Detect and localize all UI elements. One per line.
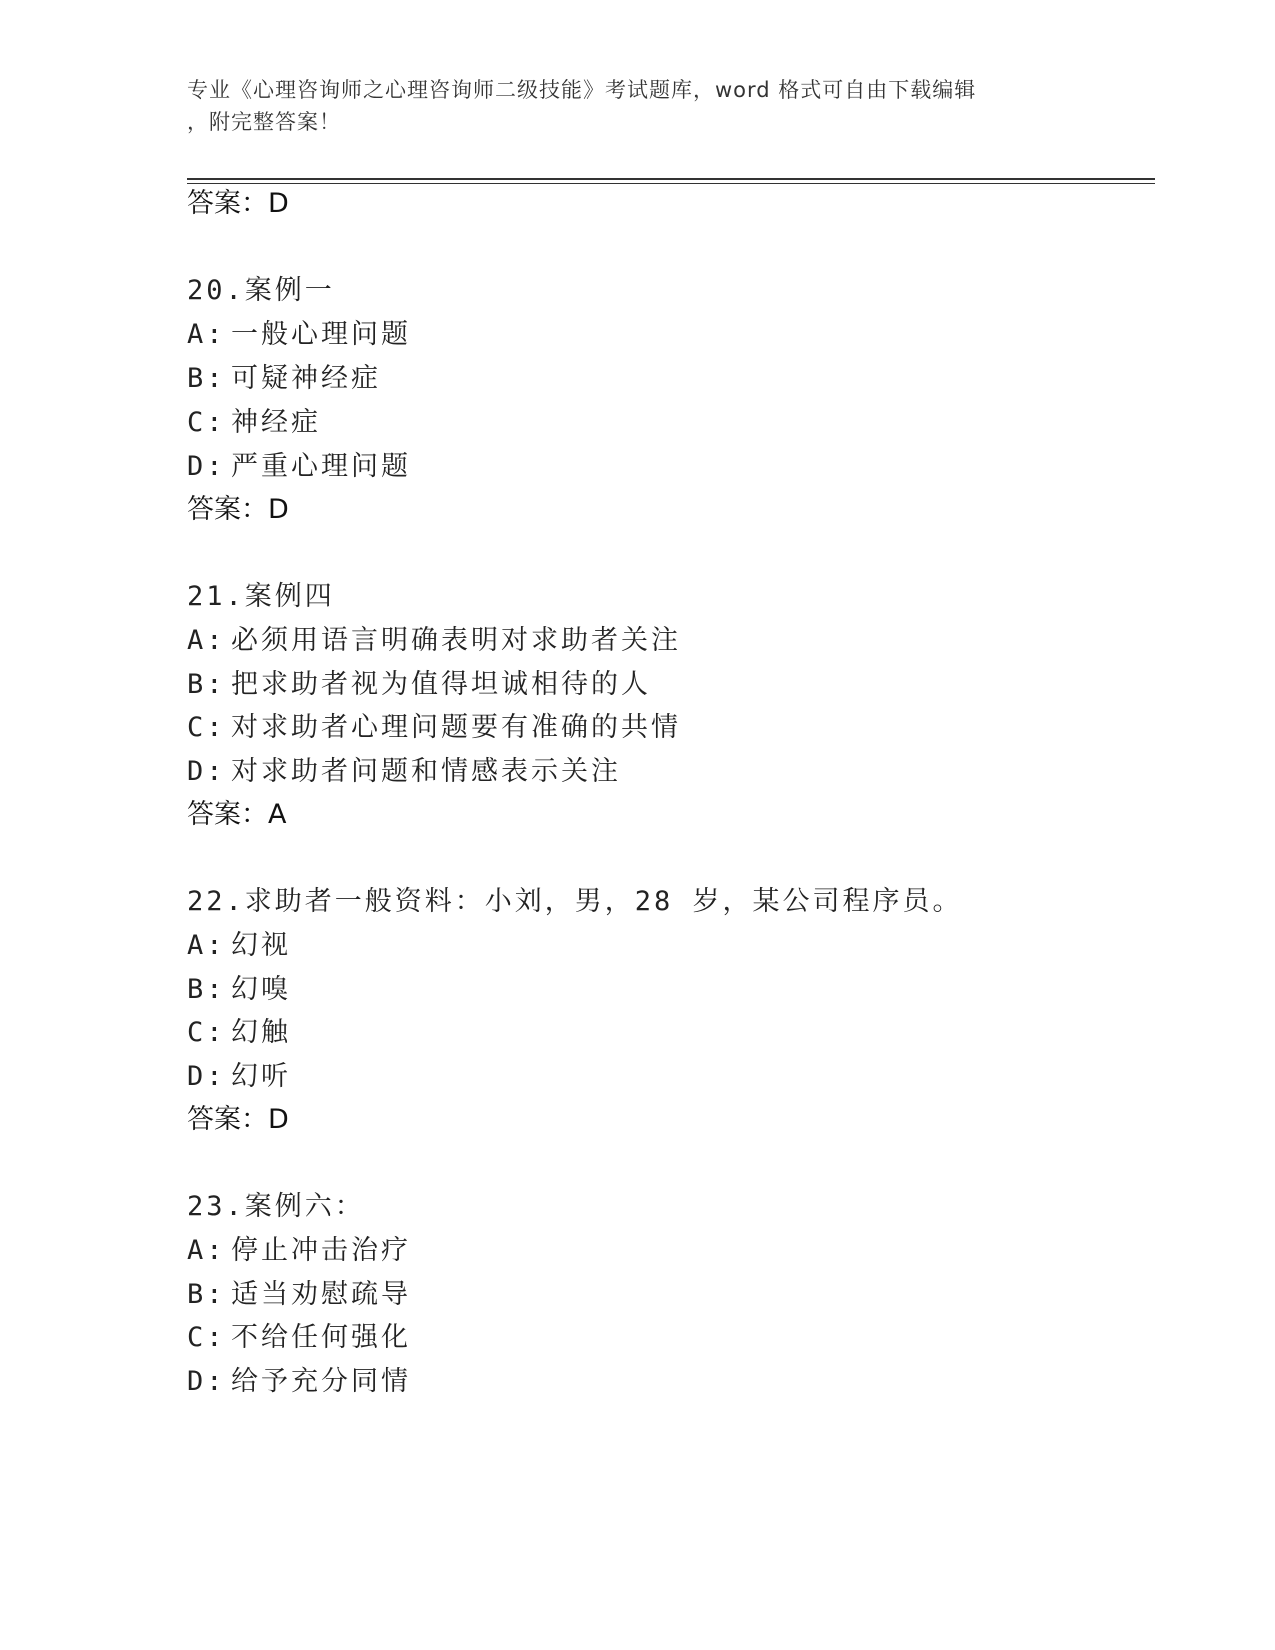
option-text: 幻视: [231, 930, 291, 961]
question-stem: [187, 1189, 365, 1225]
option-d: [187, 1364, 411, 1400]
question-text: 案例四: [244, 581, 335, 612]
option-d: [187, 449, 411, 485]
option-key: D:: [187, 756, 226, 787]
answer-label: 答案：: [187, 799, 268, 830]
option-key: C:: [187, 1017, 226, 1048]
question-text: 案例六：: [244, 1191, 365, 1222]
option-text: 把求助者视为值得坦诚相待的人: [231, 669, 651, 700]
option-b: [187, 972, 291, 1008]
option-text: 必须用语言明确表明对求助者关注: [231, 625, 681, 656]
header-divider-thin: [187, 183, 1155, 184]
option-key: C:: [187, 407, 226, 438]
question-number: 22.: [187, 886, 245, 917]
page-header: [187, 74, 1087, 138]
option-key: D:: [187, 451, 226, 482]
question-number: 21.: [187, 581, 245, 612]
option-key: A:: [187, 930, 226, 961]
answer-value: D: [268, 494, 289, 525]
question-text: 案例一: [244, 275, 335, 306]
option-text: 可疑神经症: [231, 363, 381, 394]
option-a: [187, 1233, 411, 1269]
question-stem: [187, 579, 335, 615]
option-text: 对求助者心理问题要有准确的共情: [231, 712, 681, 743]
option-key: D:: [187, 1061, 226, 1092]
option-text: 严重心理问题: [231, 451, 411, 482]
option-key: B:: [187, 669, 226, 700]
option-b: [187, 361, 381, 397]
answer-line: [187, 492, 289, 528]
option-key: A:: [187, 625, 226, 656]
option-key: C:: [187, 1322, 226, 1353]
option-text: 给予充分同情: [231, 1366, 411, 1397]
option-b: [187, 1277, 411, 1313]
option-a: [187, 623, 681, 659]
answer-label: 答案：: [187, 1104, 268, 1135]
answer-label: 答案：: [187, 188, 268, 219]
answer-line: [187, 797, 286, 833]
answer-value: D: [268, 1104, 289, 1135]
question-stem: [187, 273, 335, 309]
option-key: D:: [187, 1366, 226, 1397]
answer-line: [187, 1102, 289, 1138]
option-c: [187, 710, 681, 746]
option-text: 幻触: [231, 1017, 291, 1048]
option-c: [187, 1320, 411, 1356]
option-text: 一般心理问题: [231, 319, 411, 350]
option-a: [187, 317, 411, 353]
question-number: 23.: [187, 1191, 245, 1222]
option-a: [187, 928, 291, 964]
option-d: [187, 754, 621, 790]
answer-line: [187, 186, 289, 222]
option-key: A:: [187, 1235, 226, 1266]
question-text: 求助者一般资料：小刘，男，28 岁，某公司程序员。: [244, 886, 963, 917]
answer-label: 答案：: [187, 494, 268, 525]
option-key: A:: [187, 319, 226, 350]
header-divider-thick: [187, 178, 1155, 180]
option-text: 神经症: [231, 407, 321, 438]
option-text: 停止冲击治疗: [231, 1235, 411, 1266]
option-text: 幻嗅: [231, 974, 291, 1005]
header-line-2: ，附完整答案！: [187, 110, 341, 134]
answer-value: D: [268, 188, 289, 219]
option-d: [187, 1059, 291, 1095]
option-text: 幻听: [231, 1061, 291, 1092]
option-c: [187, 1015, 291, 1051]
question-stem: [187, 884, 963, 920]
option-key: B:: [187, 974, 226, 1005]
option-key: C:: [187, 712, 226, 743]
option-text: 对求助者问题和情感表示关注: [231, 756, 621, 787]
header-line-1: 专业《心理咨询师之心理咨询师二级技能》考试题库，word 格式可自由下载编辑: [187, 78, 977, 102]
option-key: B:: [187, 1279, 226, 1310]
option-b: [187, 667, 651, 703]
option-c: [187, 405, 321, 441]
option-text: 不给任何强化: [231, 1322, 411, 1353]
question-number: 20.: [187, 275, 245, 306]
answer-value: A: [268, 799, 287, 830]
option-key: B:: [187, 363, 226, 394]
option-text: 适当劝慰疏导: [231, 1279, 411, 1310]
